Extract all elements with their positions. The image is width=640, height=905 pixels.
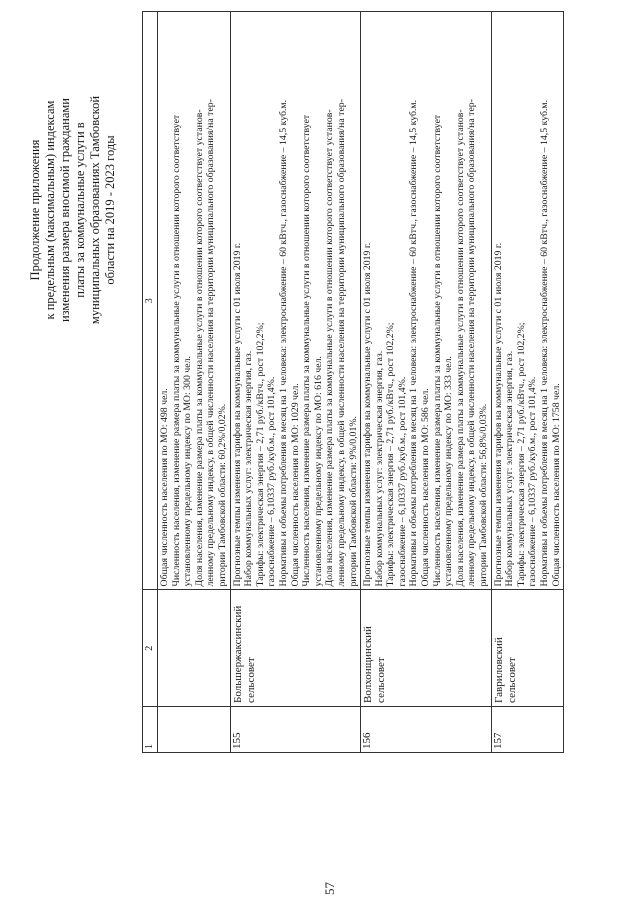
detail-line: установленному предельному индексу по МО: 616 чел. [312, 356, 324, 587]
detail-line: Численность населения, изменение размера платы за коммунальные услуги в отношении которого соответствует [431, 114, 443, 587]
detail-line: Прогнозные темпы изменения тарифов на коммунальные услуги с 01 июля 2019 г. [231, 242, 243, 587]
page-number-area [0, 855, 640, 905]
detail-line: Доля населения, изменение размера платы за коммунальные услуги в отношении которого соответствует установ- [324, 109, 336, 587]
header-col-1: 1 [143, 706, 158, 752]
detail-line: установленному предельному индексу по МО: 300 чел. [182, 356, 194, 587]
table-header-row [143, 12, 158, 753]
table-row [491, 12, 564, 753]
heading-line: области на 2019 - 2023 годы [103, 135, 117, 285]
detail-line: Тарифы: электрическая энергия – 2,71 руб./кВтч., рост 102,2%; [385, 322, 397, 587]
detail-line: Общая численность населения по МО: 1758 чел. [550, 383, 562, 587]
detail-line: Набор коммунальных услуг: электрическая энергия, газ. [373, 350, 385, 587]
detail-line: Набор коммунальных услуг: электрическая энергия, газ. [504, 350, 516, 587]
detail-line: Прогнозные темпы изменения тарифов на коммунальные услуги с 01 июля 2019 г. [492, 242, 504, 587]
heading-line: изменения размера вносимой гражданами [58, 98, 72, 323]
detail-line: ленному предельному индексу, в общей численности населения на территории муниципального образования/на тер- [335, 99, 347, 587]
heading-line: Продолжение приложения [28, 139, 42, 281]
detail-line: газоснабжение – 6,10337 руб./куб.м., рост 101,4%. [266, 376, 278, 587]
detail-line: установленному предельному индексу по МО: 333 чел. [443, 356, 455, 587]
detail-line: Общая численность населения по МО: 498 чел. [159, 388, 170, 587]
detail-line: ритории Тамбовской области: 56,8%/0,03%. [478, 403, 490, 587]
heading-line: к предельным (максимальным) индексам [43, 100, 57, 320]
header-col-3: 3 [143, 12, 158, 590]
heading-block [28, 0, 118, 420]
detail-line: Тарифы: электрическая энергия – 2,71 руб./кВтч., рост 102,2%; [515, 322, 527, 587]
detail-line: газоснабжение – 6,10337 руб./куб.м., рост 101,4%. [396, 376, 408, 587]
row-number: 155 [230, 706, 361, 752]
detail-line: Набор коммунальных услуг: электрическая энергия, газ. [243, 350, 255, 587]
detail-line: газоснабжение – 6,10337 руб./куб.м., рост 101,4%. [527, 376, 539, 587]
detail-line: ленному предельному индексу, в общей численности населения на территории муниципального образования/на тер- [466, 99, 478, 587]
table-row [361, 12, 492, 753]
header-col-2: 2 [143, 590, 158, 706]
row-number: 156 [361, 706, 492, 752]
indices-table [142, 11, 564, 753]
detail-line: Общая численность населения по МО: 586 чел. [420, 388, 432, 587]
detail-line: ритории Тамбовской области: 9%/0,01%. [347, 416, 359, 587]
detail-line: Тарифы: электрическая энергия – 2,71 руб./кВтч., рост 102,2%; [254, 322, 266, 587]
detail-line: Прогнозные темпы изменения тарифов на коммунальные услуги с 01 июля 2019 г. [362, 242, 374, 587]
tariff-details [491, 12, 564, 590]
page-number: 57 [322, 882, 337, 895]
row-number [158, 706, 231, 752]
detail-line: Нормативы и объемы потребления в месяц на 1 человека: электроснабжение – 60 кВтч., газоснабжение – 14,5 куб.м. [539, 99, 550, 587]
tariff-details [361, 12, 492, 590]
detail-line: Численность населения, изменение размера платы за коммунальные услуги в отношении которого соответствует [301, 114, 313, 587]
municipality-name: Большержаксинский сельсовет [230, 590, 361, 706]
municipality-name: Волхонщинский сельсовет [361, 590, 492, 706]
detail-line: Нормативы и объемы потребления в месяц на 1 человека: электроснабжение – 60 кВтч., газоснабжение – 14,5 куб.м. [408, 99, 420, 587]
detail-line: Нормативы и объемы потребления в месяц на 1 человека: электроснабжение – 60 кВтч., газоснабжение – 14,5 куб.м. [277, 99, 289, 587]
detail-line: Численность населения, изменение размера платы за коммунальные услуги в отношении которого соответствует [170, 114, 182, 587]
tariff-details [230, 12, 361, 590]
row-number: 157 [491, 706, 564, 752]
heading-line: платы за коммунальные услуги в [73, 122, 87, 298]
heading-line: муниципальных образованиях Тамбовской [88, 95, 102, 325]
municipality-name: Гавриловский сельсовет [491, 590, 564, 706]
municipality-name [158, 590, 231, 706]
detail-line: ритории Тамбовской области: 60,2%/0,02%. [216, 403, 228, 587]
detail-line: Доля населения, изменение размера платы за коммунальные услуги в отношении которого соответствует установ- [193, 109, 205, 587]
table-row [230, 12, 361, 753]
detail-line: ленному предельному индексу, в общей численности населения на территории муниципального образования/на тер- [205, 99, 217, 587]
tariff-details [158, 12, 231, 590]
table-body [158, 12, 564, 753]
detail-line: Доля населения, изменение размера платы за коммунальные услуги в отношении которого соответствует установ- [454, 109, 466, 587]
detail-line: Общая численность населения по МО: 1029 чел. [289, 383, 301, 587]
table-row [158, 12, 231, 753]
